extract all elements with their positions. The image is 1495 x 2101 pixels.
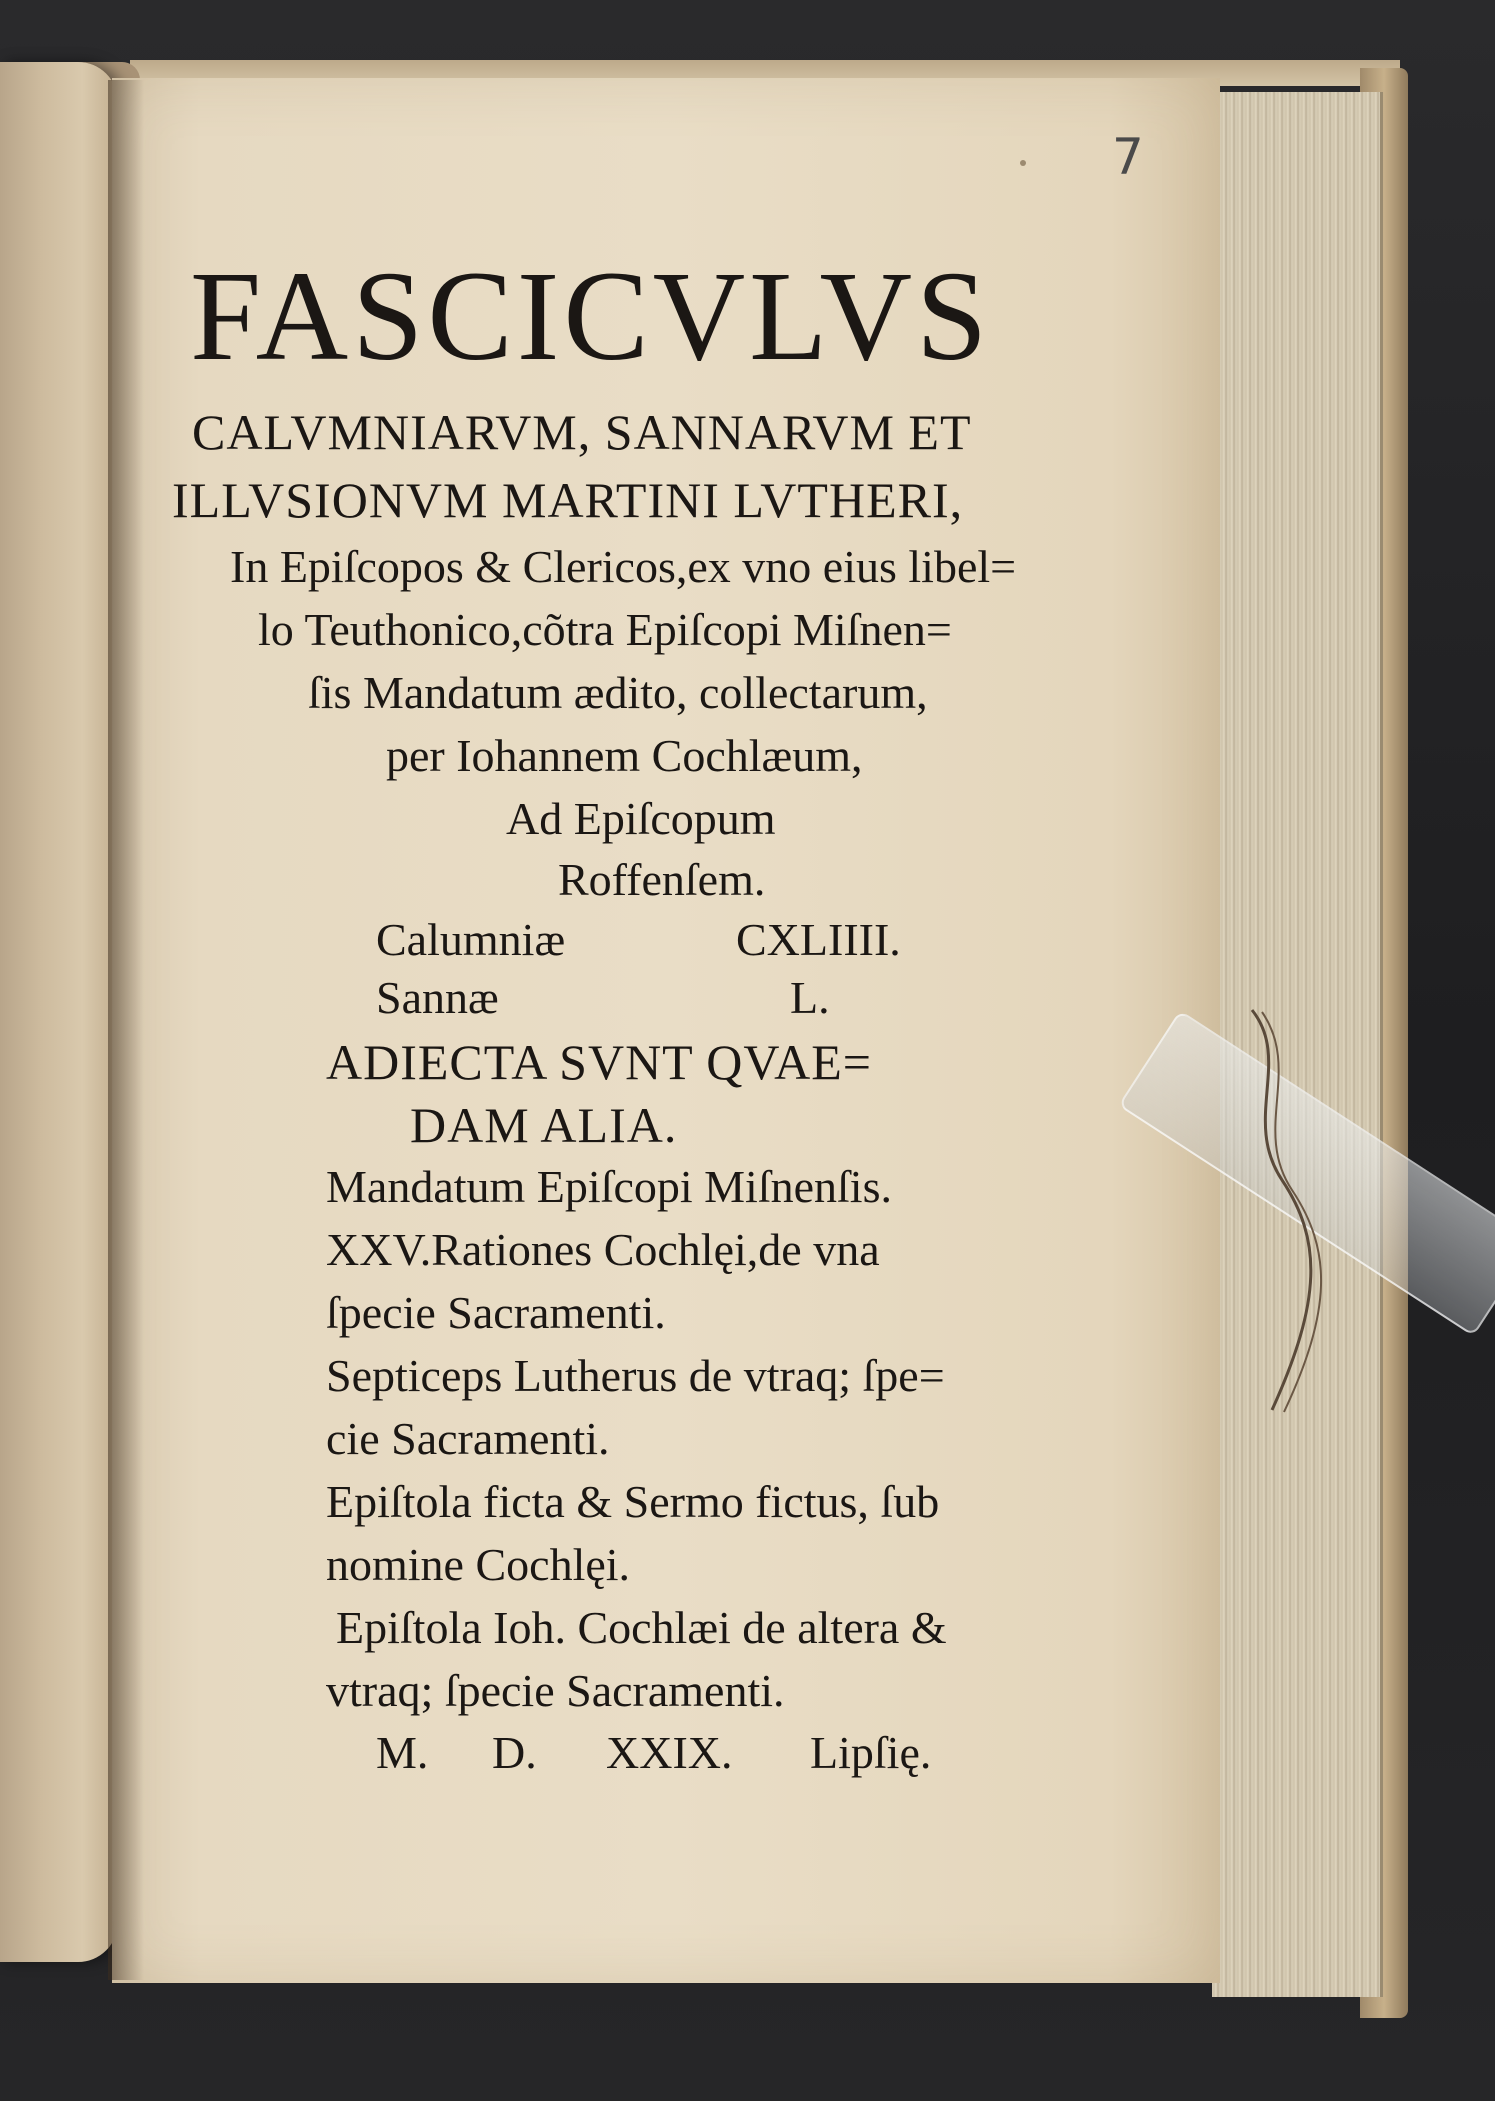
contents-line-8: Epiſtola Ioh. Cochlæi de altera & [336, 1602, 947, 1653]
description-line-4: per Iohannem Cochlæum, [386, 730, 863, 781]
count-value-calumniae: CXLIIII. [736, 914, 901, 965]
left-page [0, 62, 118, 1962]
contents-line-3: ſpecie Sacramenti. [326, 1287, 666, 1338]
contents-line-4: Septiceps Lutherus de vtraq; ſpe= [326, 1350, 945, 1401]
ink-spot [1020, 160, 1026, 166]
contents-line-9: vtraq; ſpecie Sacramenti. [326, 1665, 785, 1716]
subtitle-line-2: ILLVSIONVM MARTINI LVTHERI, [172, 472, 964, 528]
main-title: FASCICVLVS [190, 245, 992, 387]
count-label-calumniae: Calumniæ [376, 914, 566, 965]
count-label-sannae: Sannæ [376, 972, 499, 1023]
description-line-2: lo Teuthonico,cõtra Epiſcopi Miſnen= [258, 604, 952, 655]
contents-line-1: Mandatum Epiſcopi Miſnenſis. [326, 1161, 892, 1212]
folio-number: 7 [1112, 128, 1144, 186]
bookmark-string [1232, 1000, 1342, 1420]
description-line-1: In Epiſcopos & Clericos,ex vno eius libel= [230, 541, 1017, 592]
addenda-heading-line-2: DAM ALIA. [410, 1097, 678, 1153]
contents-line-2: XXV.Rationes Cochlęi,de vna [326, 1224, 880, 1275]
imprint-d: D. [492, 1727, 537, 1778]
description-line-5: Ad Epiſcopum [506, 793, 776, 844]
contents-line-5: cie Sacramenti. [326, 1413, 610, 1464]
description-line-6: Roffenſem. [558, 854, 766, 905]
contents-line-7: nomine Cochlęi. [326, 1539, 631, 1590]
imprint-m: M. [376, 1727, 429, 1778]
contents-line-6: Epiſtola ficta & Sermo fictus, ſub [326, 1476, 940, 1527]
imprint-year: XXIX. [606, 1727, 733, 1778]
imprint-place: Lipſię. [810, 1727, 932, 1778]
addenda-heading-line-1: ADIECTA SVNT QVAE= [326, 1034, 872, 1090]
gutter-shadow [108, 80, 144, 1980]
subtitle-line-1: CALVMNIARVM, SANNARVM ET [192, 404, 972, 460]
count-value-sannae: L. [790, 972, 830, 1023]
description-line-3: ſis Mandatum ædito, collectarum, [308, 667, 928, 718]
